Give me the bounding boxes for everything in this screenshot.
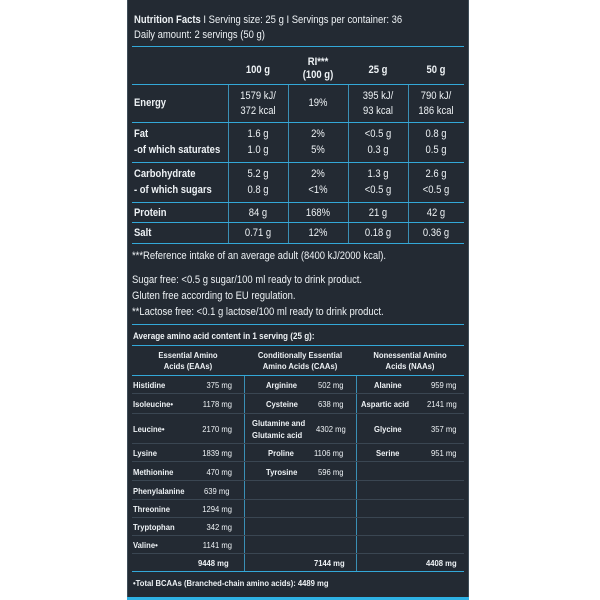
amino-col-sep-1 [244, 375, 245, 571]
energy-ri: 19% [308, 97, 328, 109]
row-rule [132, 122, 464, 123]
naa-name: Glycine [374, 424, 402, 434]
naa-name: Serine [376, 448, 400, 458]
eaa-value: 1294 mg [202, 504, 232, 514]
amino-row-rule [132, 461, 464, 462]
caa-value: 502 mg [318, 380, 344, 390]
eaa-name: Methionine [133, 467, 174, 477]
col-sep-4 [408, 84, 409, 244]
sugar-free-note: Sugar free: <0.5 g sugar/100 ml ready to drink product. [132, 274, 363, 286]
fat-100g: 1.6 g [247, 128, 269, 140]
caa-name: Proline [268, 448, 294, 458]
col-sep-2 [288, 84, 289, 244]
eaa-value: 375 mg [206, 380, 232, 390]
eaa-header-1: Essential Amino [158, 350, 218, 360]
salt-100g: 0.71 g [244, 227, 272, 239]
sugars-100g: 0.8 g [247, 184, 269, 196]
amino-col-header-rule [132, 375, 464, 376]
naa-value: 951 mg [431, 448, 457, 458]
amino-row-rule [132, 443, 464, 444]
eaa-header-2: Acids (EAAs) [163, 361, 213, 371]
salt-label: Salt [134, 227, 152, 239]
caa-value: 638 mg [318, 399, 344, 409]
amino-bottom-rule [132, 571, 464, 572]
eaa-value: 1839 mg [202, 448, 232, 458]
sugars-50g: <0.5 g [422, 184, 450, 196]
naa-total: 4408 mg [426, 558, 457, 568]
row-rule [132, 202, 464, 203]
saturates-25g: 0.3 g [367, 144, 389, 156]
carbohydrate-50g: 2.6 g [425, 168, 447, 180]
col-sep-3 [348, 84, 349, 244]
fat-50g: 0.8 g [425, 128, 447, 140]
energy-100g-kcal: 372 kcal [240, 105, 276, 117]
eaa-name: Isoleucine• [133, 399, 174, 409]
amino-top-rule [132, 324, 464, 325]
header-title: Nutrition Facts [134, 14, 201, 26]
naa-value: 2141 mg [427, 399, 457, 409]
energy-label: Energy [134, 97, 167, 109]
caa-name: Glutamine and [252, 418, 306, 428]
naa-value: 357 mg [431, 424, 457, 434]
naa-header-1: Nonessential Amino [373, 350, 447, 360]
caa-header-2: Amino Acids (CAAs) [262, 361, 338, 371]
saturates-label: -of which saturates [134, 144, 221, 156]
row-rule [132, 243, 464, 244]
caa-name: Arginine [266, 380, 298, 390]
salt-25g: 0.18 g [364, 227, 392, 239]
caa-name-line2: Glutamic acid [252, 430, 303, 440]
eaa-name: Valine• [133, 540, 158, 550]
carbohydrate-100g: 5.2 g [247, 168, 269, 180]
saturates-ri: 5% [311, 144, 325, 156]
gluten-free-note: Gluten free according to EU regulation. [132, 290, 296, 302]
amino-header-rule [132, 345, 464, 346]
amino-title: Average amino acid content in 1 serving (25 g): [133, 331, 315, 341]
naa-value: 959 mg [431, 380, 457, 390]
protein-ri: 168% [305, 207, 331, 219]
row-rule [132, 222, 464, 223]
energy-100g-kj: 1579 kJ/ [240, 90, 276, 102]
caa-value: 1106 mg [314, 448, 344, 458]
bcaa-total: •Total BCAAs (Branched-chain amino acids): 4489 mg [133, 578, 329, 588]
amino-row-rule [132, 553, 464, 554]
caa-value: 596 mg [318, 467, 344, 477]
eaa-value: 1141 mg [202, 540, 232, 550]
col-sep-1 [228, 84, 229, 244]
col-100g: 100 g [245, 64, 271, 76]
eaa-name: Threonine [133, 504, 170, 514]
sugars-25g: <0.5 g [364, 184, 392, 196]
sugars-ri: <1% [308, 184, 328, 196]
caa-header-1: Conditionally Essential [257, 350, 343, 360]
energy-25g-kj: 395 kJ/ [362, 90, 394, 102]
eaa-name: Tryptophan [133, 522, 175, 532]
eaa-value: 470 mg [206, 467, 232, 477]
amino-col-sep-2 [356, 375, 357, 571]
energy-25g-kcal: 93 kcal [363, 105, 393, 117]
col-ri: RI*** [307, 56, 329, 68]
eaa-value: 1178 mg [202, 399, 232, 409]
lactose-free-note: **Lactose free: <0.1 g lactose/100 ml ready to drink product. [132, 306, 384, 318]
reference-note: ***Reference intake of an average adult (8400 kJ/2000 kcal). [132, 250, 387, 262]
header-daily-amount: Daily amount: 2 servings (50 g) [134, 29, 265, 41]
energy-50g-kj: 790 kJ/ [420, 90, 452, 102]
amino-row-rule [132, 535, 464, 536]
energy-50g-kcal: 186 kcal [418, 105, 454, 117]
amino-row-rule [132, 393, 464, 394]
eaa-value: 342 mg [206, 522, 232, 532]
sugars-label: - of which sugars [134, 184, 212, 196]
protein-50g: 42 g [426, 207, 446, 219]
fat-25g: <0.5 g [364, 128, 392, 140]
col-50g: 50 g [426, 64, 446, 76]
naa-name: Alanine [374, 380, 402, 390]
eaa-value: 2170 mg [202, 424, 232, 434]
header-serving-info: I Serving size: 25 g I Servings per container: 36 [200, 14, 403, 26]
naa-header-2: Acids (NAAs) [385, 361, 435, 371]
col-25g: 25 g [368, 64, 388, 76]
eaa-name: Phenylalanine [133, 486, 185, 496]
fat-label: Fat [134, 128, 149, 140]
eaa-name: Leucine• [133, 424, 165, 434]
amino-row-rule [132, 499, 464, 500]
table-top-rule [132, 46, 464, 47]
col-ri-100g: (100 g) [302, 69, 334, 81]
row-rule [132, 162, 464, 163]
caa-name: Tyrosine [266, 467, 298, 477]
carbohydrate-label: Carbohydrate [134, 168, 196, 180]
saturates-50g: 0.5 g [425, 144, 447, 156]
amino-row-rule [132, 413, 464, 414]
saturates-100g: 1.0 g [247, 144, 269, 156]
header-line1 [134, 14, 402, 27]
fat-ri: 2% [311, 128, 325, 140]
protein-label: Protein [134, 207, 167, 219]
naa-name: Aspartic acid [361, 399, 410, 409]
amino-row-rule [132, 480, 464, 481]
eaa-name: Histidine [133, 380, 166, 390]
nutrition-panel [127, 0, 469, 597]
protein-100g: 84 g [248, 207, 268, 219]
eaa-name: Lysine [133, 448, 157, 458]
eaa-total: 9448 mg [198, 558, 229, 568]
amino-row-rule [132, 517, 464, 518]
carbohydrate-25g: 1.3 g [367, 168, 389, 180]
salt-ri: 12% [308, 227, 328, 239]
salt-50g: 0.36 g [422, 227, 450, 239]
caa-value: 4302 mg [316, 424, 346, 434]
caa-name: Cysteine [266, 399, 298, 409]
carbohydrate-ri: 2% [311, 168, 325, 180]
caa-total: 7144 mg [314, 558, 345, 568]
row-rule [132, 84, 464, 85]
protein-25g: 21 g [368, 207, 388, 219]
eaa-value: 639 mg [204, 486, 230, 496]
